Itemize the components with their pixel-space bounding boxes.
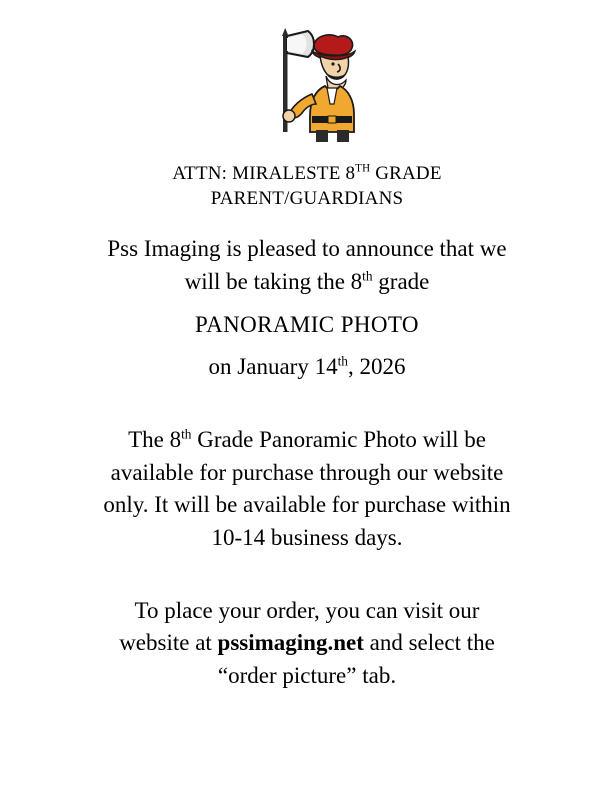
attn-heading [172, 162, 441, 211]
event-date: on January 14th, 2026 [208, 353, 406, 380]
attn-ordinal-suffix: TH [355, 162, 371, 175]
panoramic-photo-headline: PANORAMIC PHOTO [195, 311, 419, 337]
announcement-line-1: Pss Imaging is pleased to announce that we [107, 236, 507, 262]
attn-line-1: ATTN: MIRALESTE 8TH GRADE [172, 162, 442, 184]
ordering-line-3: “order picture” tab. [217, 662, 397, 688]
availability-line-4: 10-14 business days. [211, 524, 403, 550]
date-ordinal-suffix: th [337, 353, 348, 369]
announcement-line-2: will be taking the 8th grade [184, 268, 430, 295]
viking-mascot-logo [242, 24, 372, 144]
ordering-line-1: To place your order, you can visit our [134, 597, 480, 623]
attn-line-2: PARENT/GUARDIANS [210, 187, 404, 209]
ordering-paragraph [119, 595, 495, 693]
availability-ordinal-suffix: th [181, 426, 192, 442]
website-link[interactable]: pssimaging.net [217, 630, 364, 656]
availability-line-2: available for purchase through our website [110, 459, 504, 485]
announcement-paragraph [107, 233, 506, 298]
availability-line-1: The 8th Grade Panoramic Photo will be [128, 426, 486, 452]
availability-paragraph [103, 424, 510, 555]
grade-ordinal-suffix: th [362, 268, 373, 284]
availability-line-3: only. It will be available for purchase within [103, 492, 511, 518]
ordering-line-2: website at pssimaging.net and select the [119, 630, 495, 656]
